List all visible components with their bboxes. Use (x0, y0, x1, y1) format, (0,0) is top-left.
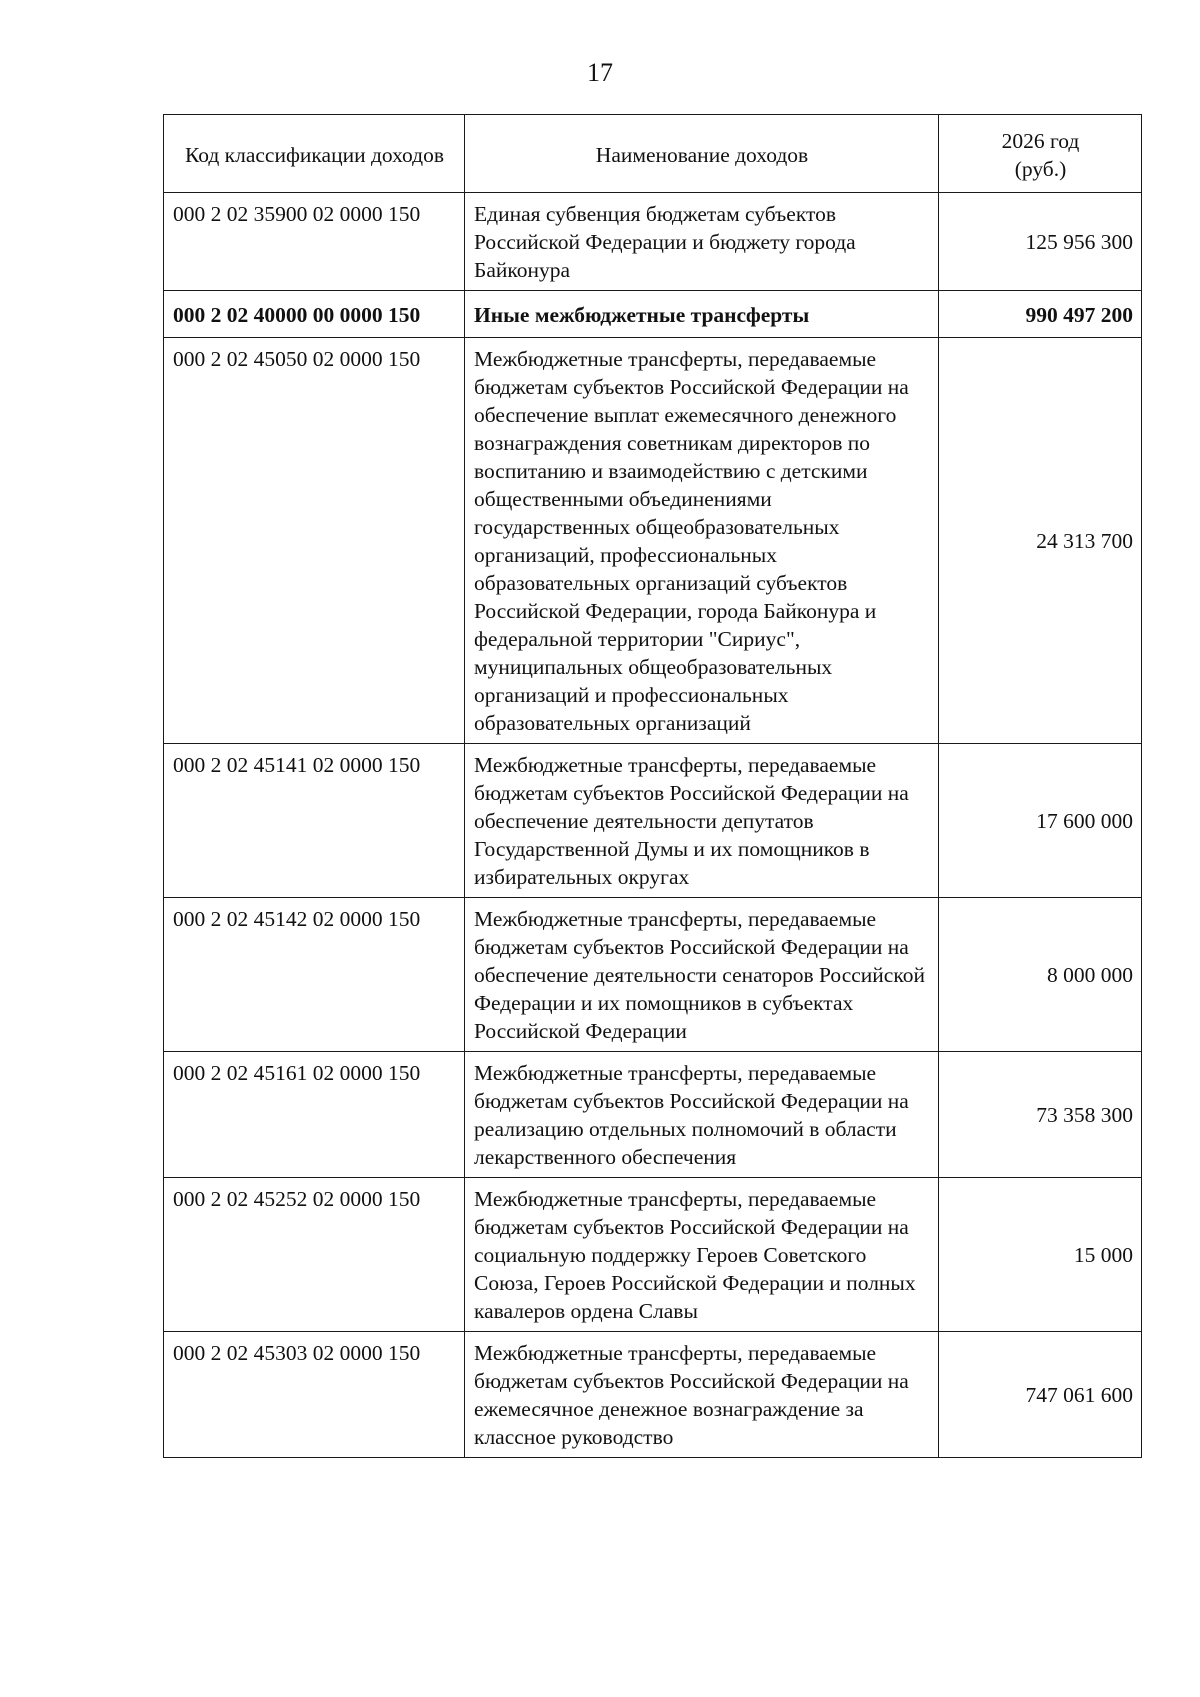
row-name: Единая субвенция бюджетам субъектов Российской Федерации и бюджету города Байконура (465, 193, 939, 291)
header-amount (939, 115, 1142, 193)
row-amount: 8 000 000 (939, 898, 1142, 1052)
row-name: Межбюджетные трансферты, передаваемые бюджетам субъектов Российской Федерации на социальную поддержку Героев Советского Союза, Героев Российской Федерации и полных кавалеров ордена Славы (465, 1178, 939, 1332)
header-row (164, 115, 1142, 193)
header-name: Наименование доходов (465, 115, 939, 193)
row-amount: 73 358 300 (939, 1052, 1142, 1178)
header-amount-year: 2026 год (1001, 128, 1080, 153)
row-amount: 747 061 600 (939, 1332, 1142, 1458)
row-name: Межбюджетные трансферты, передаваемые бюджетам субъектов Российской Федерации на ежемесячное денежное вознаграждение за классное руководство (465, 1332, 939, 1458)
row-amount: 990 497 200 (939, 291, 1142, 338)
row-name: Межбюджетные трансферты, передаваемые бюджетам субъектов Российской Федерации на реализацию отдельных полномочий в области лекарственного обеспечения (465, 1052, 939, 1178)
row-amount: 15 000 (939, 1178, 1142, 1332)
table-row (164, 193, 1142, 291)
page-number: 17 (587, 58, 613, 87)
table-row-total (164, 291, 1142, 338)
row-code: 000 2 02 45141 02 0000 150 (164, 744, 465, 898)
row-code: 000 2 02 45303 02 0000 150 (164, 1332, 465, 1458)
row-code: 000 2 02 45050 02 0000 150 (164, 338, 465, 744)
row-name: Межбюджетные трансферты, передаваемые бюджетам субъектов Российской Федерации на обеспечение деятельности депутатов Государственной Думы и их помощников в избирательных округах (465, 744, 939, 898)
row-name: Межбюджетные трансферты, передаваемые бюджетам субъектов Российской Федерации на обеспечение выплат ежемесячного денежного вознаграждения советникам директоров по воспитанию и взаимодействию с детскими общественными объединениями государственных общеобразовательных организаций, профессиональных образовательных организаций субъектов Российской Федерации, города Байконура и федеральной территории "Сириус", муниципальных общеобразовательных организаций и профессиональных образовательных организаций (465, 338, 939, 744)
table-row (164, 338, 1142, 744)
header-amount-unit: (руб.) (1014, 156, 1067, 181)
table-row (164, 1178, 1142, 1332)
row-amount: 24 313 700 (939, 338, 1142, 744)
income-table (163, 114, 1142, 1458)
row-code: 000 2 02 45252 02 0000 150 (164, 1178, 465, 1332)
row-amount: 17 600 000 (939, 744, 1142, 898)
table-header (164, 115, 1142, 193)
row-code: 000 2 02 40000 00 0000 150 (164, 291, 465, 338)
row-name: Иные межбюджетные трансферты (465, 291, 939, 338)
table-row (164, 1332, 1142, 1458)
row-code: 000 2 02 45142 02 0000 150 (164, 898, 465, 1052)
row-name: Межбюджетные трансферты, передаваемые бюджетам субъектов Российской Федерации на обеспечение деятельности сенаторов Российской Федерации и их помощников в субъектах Российской Федерации (465, 898, 939, 1052)
header-code: Код классификации доходов (164, 115, 465, 193)
table-row (164, 898, 1142, 1052)
table-body (164, 193, 1142, 1458)
row-amount: 125 956 300 (939, 193, 1142, 291)
row-code: 000 2 02 45161 02 0000 150 (164, 1052, 465, 1178)
table-row (164, 1052, 1142, 1178)
row-code: 000 2 02 35900 02 0000 150 (164, 193, 465, 291)
table-row (164, 744, 1142, 898)
